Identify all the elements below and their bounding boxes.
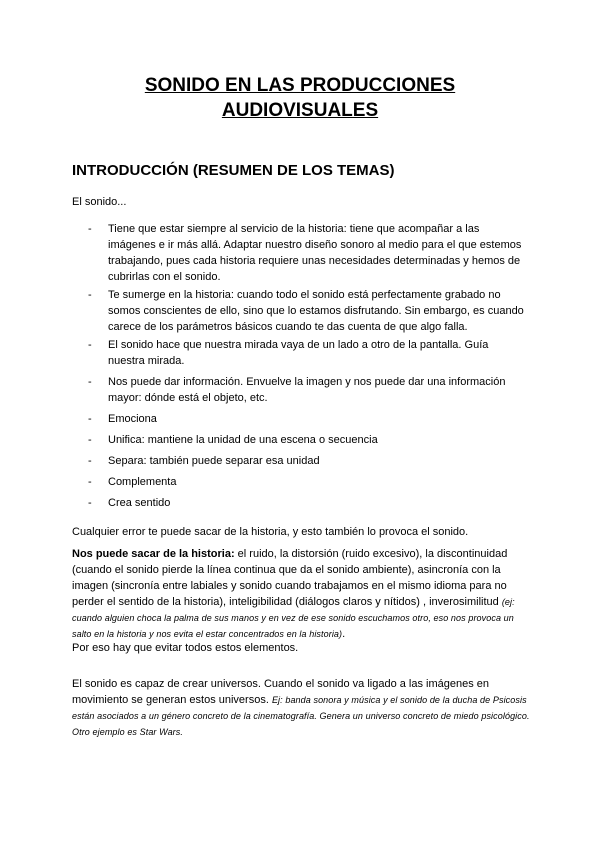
section-heading-bold: INTRODUCCIÓN	[72, 162, 189, 179]
distractions-paragraph	[72, 546, 532, 642]
list-item-text: Separa: también puede separar esa unidad	[108, 455, 320, 467]
bullet-marker: -	[88, 497, 92, 509]
list-item-text: Nos puede dar información. Envuelve la imagen y nos puede dar una información mayor: dónde está el objeto, etc.	[108, 376, 506, 404]
avoid-paragraph: Por eso hay que evitar todos estos elementos.	[72, 642, 299, 654]
bullet-marker: -	[88, 376, 92, 388]
distractions-end: .	[342, 628, 346, 640]
distractions-lead: Nos puede sacar de la historia:	[72, 548, 235, 560]
section-heading-rest: (RESUMEN DE LOS TEMAS)	[188, 162, 395, 179]
bullet-marker: -	[88, 413, 92, 425]
list-item-text: Tiene que estar siempre al servicio de la historia: tiene que acompañar a las imágenes e ir más allá. Adaptar nuestro diseño sonoro al medio para el que estemos trabajando, pues cada historia requiere unas necesidades determinadas y hemos de cubrirlas con el sonido.	[108, 223, 522, 283]
bullet-marker: -	[88, 339, 92, 351]
list-item	[88, 453, 528, 469]
list-item	[88, 337, 528, 369]
list-item	[88, 474, 528, 490]
error-paragraph: Cualquier error te puede sacar de la historia, y esto también lo provoca el sonido.	[72, 526, 469, 538]
list-item-text: El sonido hace que nuestra mirada vaya de un lado a otro de la pantalla. Guía nuestra mirada.	[108, 339, 489, 367]
bullet-marker: -	[88, 476, 92, 488]
title-line-2: AUDIOVISUALES	[221, 100, 379, 121]
list-item	[88, 495, 528, 511]
list-item	[88, 221, 528, 285]
document-title	[0, 73, 600, 123]
list-item	[88, 432, 528, 448]
universes-paragraph	[72, 676, 532, 740]
universes-text: El sonido es capaz de crear universos. Cuando el sonido va ligado a las imágenes en movimiento se generan estos universos.	[72, 678, 490, 706]
list-item	[88, 374, 528, 406]
bullet-marker: -	[88, 223, 92, 235]
list-item	[88, 287, 528, 335]
list-item-text: Unifica: mantiene la unidad de una escena o secuencia	[108, 434, 378, 446]
list-item-text: Complementa	[108, 476, 177, 488]
list-item-text: Crea sentido	[108, 497, 171, 509]
bullet-marker: -	[88, 434, 92, 446]
bullet-marker: -	[88, 455, 92, 467]
intro-paragraph: El sonido...	[72, 196, 127, 208]
bullet-marker: -	[88, 289, 92, 301]
distractions-text: el ruido, la distorsión (ruido excesivo), la discontinuidad (cuando el sonido pierde la línea continua que da el sonido ambiente), asincronía con la imagen (sincronía entre labiales y sonido cuando trabajamos en el mismo idioma para no perder el sentido de la historia), inteligibilidad (diálogos claros y nítidos) , inverosimilitud	[72, 548, 508, 608]
section-heading	[72, 161, 395, 181]
title-line-1: SONIDO EN LAS PRODUCCIONES	[144, 75, 456, 96]
list-item	[88, 411, 528, 427]
distractions-example: (ej: cuando alguien choca la palma de sus manos y en vez de ese sonido escuchamos otro, eso nos provoca un salto en la historia y nos evita el estar concentrados en la historia)	[72, 597, 515, 639]
list-item-text: Emociona	[108, 413, 157, 425]
universes-example: Ej: banda sonora y música y el sonido de la ducha de Psicosis están asociados a un género concreto de la cinematografía. Genera un universo concreto de miedo psicológico. Otro ejemplo es Star Wars.	[72, 695, 530, 737]
list-item-text: Te sumerge en la historia: cuando todo el sonido está perfectamente grabado no somos conscientes de ello, sino que lo estamos disfrutando. Sin embargo, es cuando carece de los parámetros básicos cuando te das cuenta de que algo falla.	[108, 289, 524, 333]
